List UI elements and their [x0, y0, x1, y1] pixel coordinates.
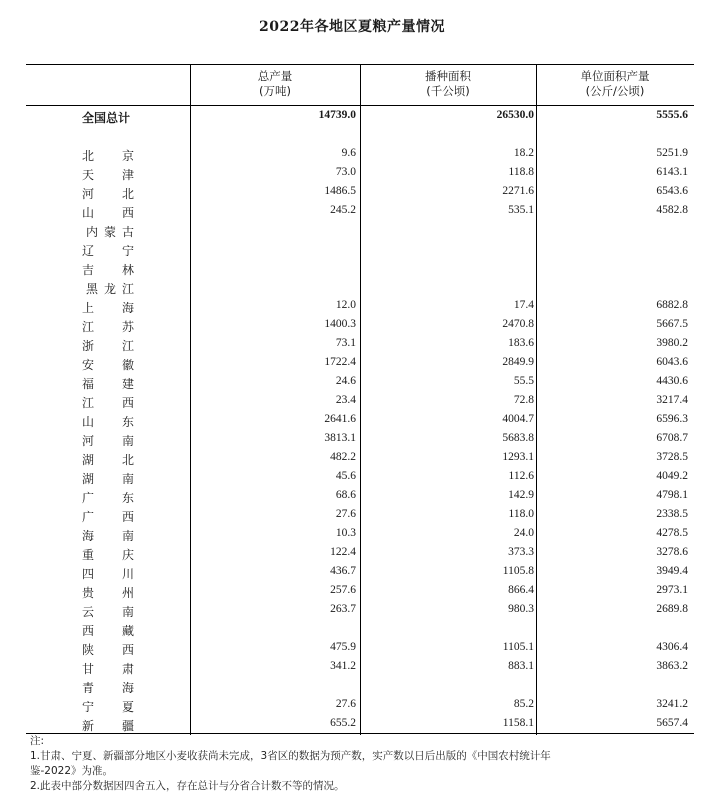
table-row — [26, 657, 694, 676]
region-name: 内 蒙 古 — [86, 225, 134, 239]
output-value: 12.0 — [335, 299, 356, 311]
output-value: 341.2 — [330, 660, 356, 672]
region-name: 福 建 — [82, 377, 134, 391]
yield-value: 4582.8 — [656, 204, 688, 216]
total-row — [26, 106, 694, 125]
output-value: 2641.6 — [324, 413, 356, 425]
area-value: 2849.9 — [502, 356, 534, 368]
table-row — [26, 258, 694, 277]
region-name: 云 南 — [82, 605, 134, 619]
output-value: 122.4 — [330, 546, 356, 558]
yield-value: 3949.4 — [656, 565, 688, 577]
total-area: 26530.0 — [496, 109, 534, 121]
note-1: 1.甘肃、宁夏、新疆部分地区小麦收获尚未完成，3省区的数据为预产数，实产数以日后出版的《中国农村统计年 — [30, 750, 551, 762]
table-row — [26, 220, 694, 239]
area-value: 2271.6 — [502, 185, 534, 197]
table-row — [26, 600, 694, 619]
area-value: 980.3 — [508, 603, 534, 615]
area-value: 17.4 — [513, 299, 534, 311]
note-1-cont: 鉴-2022》为准。 — [30, 765, 114, 777]
table-row — [26, 372, 694, 391]
table-row — [26, 239, 694, 258]
yield-value: 4049.2 — [656, 470, 688, 482]
footnotes — [30, 734, 670, 794]
yield-value: 2689.8 — [656, 603, 688, 615]
note-label: 注: — [30, 735, 45, 747]
yield-value: 5667.5 — [656, 318, 688, 330]
yield-value: 3728.5 — [656, 451, 688, 463]
area-value: 373.3 — [508, 546, 534, 558]
table-row — [26, 163, 694, 182]
table-header — [26, 64, 694, 106]
region-name: 新 疆 — [82, 719, 134, 733]
yield-value: 3217.4 — [656, 394, 688, 406]
region-name: 上 海 — [82, 301, 134, 315]
yield-value: 6043.6 — [656, 356, 688, 368]
output-value: 475.9 — [330, 641, 356, 653]
area-value: 183.6 — [508, 337, 534, 349]
table-row — [26, 467, 694, 486]
table-body — [26, 106, 694, 733]
yield-value: 6543.6 — [656, 185, 688, 197]
yield-value: 4306.4 — [656, 641, 688, 653]
region-name: 甘 肃 — [82, 662, 134, 676]
output-value: 10.3 — [335, 527, 356, 539]
region-name: 浙 江 — [82, 339, 134, 353]
table-row — [26, 277, 694, 296]
output-value: 655.2 — [330, 717, 356, 729]
output-value: 1722.4 — [324, 356, 356, 368]
yield-value: 4430.6 — [656, 375, 688, 387]
output-value: 27.6 — [335, 698, 356, 710]
yield-value: 2338.5 — [656, 508, 688, 520]
output-value: 1486.5 — [324, 185, 356, 197]
output-value: 24.6 — [335, 375, 356, 387]
yield-value: 3278.6 — [656, 546, 688, 558]
table-row — [26, 410, 694, 429]
note-2: 2.此表中部分数据因四舍五入，存在总计与分省合计数不等的情况。 — [30, 780, 345, 792]
area-value: 1105.8 — [502, 565, 534, 577]
area-value: 118.8 — [508, 166, 534, 178]
total-yield: 5555.6 — [656, 109, 688, 121]
region-name: 江 西 — [82, 396, 134, 410]
region-name: 广 东 — [82, 491, 134, 505]
yield-value: 5657.4 — [656, 717, 688, 729]
output-value: 9.6 — [341, 147, 356, 159]
yield-value: 6143.1 — [656, 166, 688, 178]
region-name: 河 南 — [82, 434, 134, 448]
region-name: 西 藏 — [82, 624, 134, 638]
region-name: 四 川 — [82, 567, 134, 581]
area-value: 24.0 — [513, 527, 534, 539]
area-value: 1105.1 — [502, 641, 534, 653]
table-row — [26, 638, 694, 657]
table-row — [26, 543, 694, 562]
table-row — [26, 201, 694, 220]
region-name: 广 西 — [82, 510, 134, 524]
area-value: 142.9 — [508, 489, 534, 501]
yield-value: 3241.2 — [656, 698, 688, 710]
table-row — [26, 581, 694, 600]
area-value: 118.0 — [508, 508, 534, 520]
output-value: 263.7 — [330, 603, 356, 615]
table-row — [26, 505, 694, 524]
region-name: 宁 夏 — [82, 700, 134, 714]
yield-value: 6596.3 — [656, 413, 688, 425]
area-value: 866.4 — [508, 584, 534, 596]
region-name: 北 京 — [82, 149, 134, 163]
table-row — [26, 619, 694, 638]
table-row — [26, 391, 694, 410]
total-output: 14739.0 — [318, 109, 356, 121]
yield-value: 3863.2 — [656, 660, 688, 672]
region-name: 山 西 — [82, 206, 134, 220]
table-row — [26, 448, 694, 467]
region-name: 安 徽 — [82, 358, 134, 372]
yield-value: 4278.5 — [656, 527, 688, 539]
area-value: 535.1 — [508, 204, 534, 216]
region-name: 河 北 — [82, 187, 134, 201]
area-value: 5683.8 — [502, 432, 534, 444]
output-value: 27.6 — [335, 508, 356, 520]
table-row — [26, 353, 694, 372]
header-unit-yield: 单位面积产量 (公斤/公顷) — [580, 69, 650, 98]
region-name: 重 庆 — [82, 548, 134, 562]
output-value: 257.6 — [330, 584, 356, 596]
output-value: 1400.3 — [324, 318, 356, 330]
area-value: 883.1 — [508, 660, 534, 672]
region-name: 江 苏 — [82, 320, 134, 334]
area-value: 1293.1 — [502, 451, 534, 463]
area-value: 4004.7 — [502, 413, 534, 425]
output-value: 73.0 — [335, 166, 356, 178]
table-row — [26, 334, 694, 353]
output-value: 482.2 — [330, 451, 356, 463]
yield-value: 4798.1 — [656, 489, 688, 501]
total-label: 全国总计 — [82, 111, 131, 125]
area-value: 18.2 — [513, 147, 534, 159]
region-name: 湖 南 — [82, 472, 134, 486]
output-value: 3813.1 — [324, 432, 356, 444]
table-row — [26, 429, 694, 448]
region-name: 海 南 — [82, 529, 134, 543]
region-name: 青 海 — [82, 681, 134, 695]
yield-value: 6708.7 — [656, 432, 688, 444]
table-row — [26, 486, 694, 505]
area-value: 112.6 — [508, 470, 534, 482]
area-value: 2470.8 — [502, 318, 534, 330]
header-total-output: 总产量 (万吨) — [257, 69, 293, 98]
area-value: 85.2 — [513, 698, 534, 710]
output-value: 45.6 — [335, 470, 356, 482]
output-value: 436.7 — [330, 565, 356, 577]
region-name: 陕 西 — [82, 643, 134, 657]
region-name: 湖 北 — [82, 453, 134, 467]
output-value: 23.4 — [335, 394, 356, 406]
region-name: 吉 林 — [82, 263, 134, 277]
yield-value: 5251.9 — [656, 147, 688, 159]
table-row — [26, 676, 694, 695]
region-name: 贵 州 — [82, 586, 134, 600]
table-row — [26, 695, 694, 714]
region-name: 黑 龙 江 — [86, 282, 134, 296]
output-value: 68.6 — [335, 489, 356, 501]
table-row — [26, 296, 694, 315]
region-name: 辽 宁 — [82, 244, 134, 258]
table-row — [26, 562, 694, 581]
output-value: 245.2 — [330, 204, 356, 216]
table-row — [26, 524, 694, 543]
area-value: 72.8 — [513, 394, 534, 406]
output-value: 73.1 — [335, 337, 356, 349]
area-value: 55.5 — [513, 375, 534, 387]
table-row — [26, 315, 694, 334]
table-row — [26, 144, 694, 163]
table-row — [26, 714, 694, 733]
yield-value: 6882.8 — [656, 299, 688, 311]
header-sown-area: 播种面积 (千公顷) — [425, 69, 471, 98]
yield-value: 3980.2 — [656, 337, 688, 349]
page-title: 2022年各地区夏粮产量情况 — [259, 19, 445, 35]
region-name: 山 东 — [82, 415, 134, 429]
yield-value: 2973.1 — [656, 584, 688, 596]
region-name: 天 津 — [82, 168, 134, 182]
data-table — [26, 64, 694, 733]
area-value: 1158.1 — [502, 717, 534, 729]
table-row — [26, 182, 694, 201]
